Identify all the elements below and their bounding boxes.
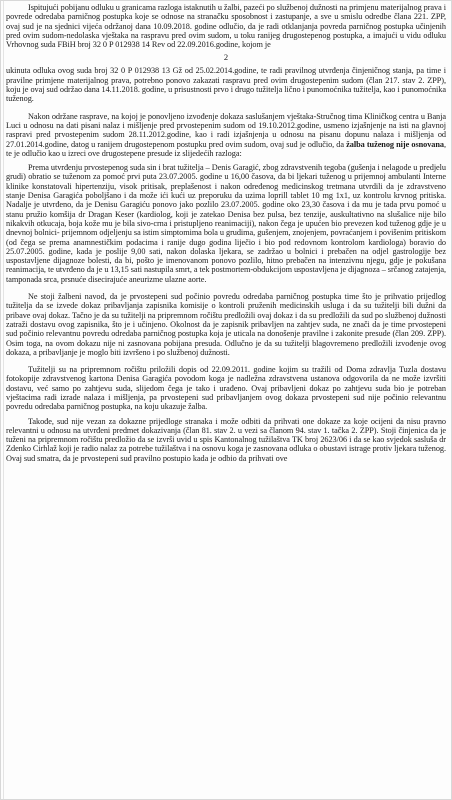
paragraph-2: ukinuta odluka ovog suda broj 32 0 P 012938 13 Gž od 25.02.2014.godine, te radi pravilnog utvrđenja činjeničnog stanja, pa time i pravilne primjene materijalnog prava, potrebno ponovo zakazati raspravu pred ovim drugostepenim sudom (član 217. stav 2. ZPP), koju je ovaj sud održao dana 14.11.2018. godine, u prisustnosti prvo i drugo tužitelja lično i punomoćnika tužitelja, kao i punomoćnika tuženog. [6,66,446,104]
paragraph-5: Ne stoji žalbeni navod, da je prvostepeni sud počinio povredu odredaba parničnog postupka time što je prihvatio prijedlog tužitelja da se izvede dokaz pribavljanja zapisnika komisije o kontroli pruženih medicinskih usluga i da su tužitelji bili dužni da pribave ovaj dokaz. Tačno je da su tužitelji na pripremnom ročištu predložili ovaj dokaz i da su predložili da sud po službenoj dužnosti zatraži dostavu ovog zapisnika, što je i učinjeno. Okolnost da je zapisnik pribavljen na zahtjev suda, ne znači da je time prvostepeni sud počinio relevantnu povredu odredaba parničnog postupka koja je uticala na donošenje pravilne i zakonite presude (član 209. ZPP). Osim toga, na ovom dokazu nije ni zasnovana pobijana presuda. Odlučno je da su tužitelji blagovremeno predložili izvođenje ovog dokaza, a pribavljanje je moglo biti izvršeno i po službenoj dužnosti. [6,292,446,357]
paragraph-6: Tužitelji su na pripremnom ročištu priložili dopis od 22.09.2011. godine kojim su tražili od Doma zdravlja Tuzla dostavu fotokopije zdravstvenog kartona Denisa Garagića povodom koga je nadležna zdravstvena ustanova odgovorila da ne može izvršiti dostavu, već samo po zahtjevu suda, slijedom čega je tako i urađeno. Ovaj pribavljeni dokaz po zahtjevu suda bio je potreban vještacima radi izrade nalaza i mišljenja, pa prvostepeni sud pribavljanjem ovog dokaza prvostepeni sud nije počinio relevantnu povredu odredaba parničnog postupka, na koju ukazuje žalba. [6,365,446,412]
paragraph-3-text: Nakon održane rasprave, na kojoj je ponovljeno izvođenje dokaza saslušanjem vještaka-Stručnog tima Kliničkog centra u Banja Luci u odnosu na dati pisani nalaz i mišljenje pred prvostepenim sudom od 19.10.2012.godine, usmeno izjašnjenje na isti na glavnoj raspravi pred prvostepenim sudom 28.11.2012.godine, kao i radi izjašnjenja u odnosu na pisanu dopunu nalaza i mišljenja od 27.01.2014.godine, datog u ranijem drugostepenom postupku pred ovim sudom, ovaj sud je odlučio, da [6,111,446,149]
paragraph-3-emphasis: žalba tuženog nije osnovana [346,139,444,149]
page-number: 2 [223,52,229,63]
paragraph-3 [6,112,446,158]
paragraph-3-tail: , te je odlučio kao u izreci ove drugostepene presude iz slijedećih razloga: [6,139,446,158]
paragraph-1: Ispitujući pobijanu odluku u granicama razloga istaknutih u žalbi, pazeći po službenoj dužnosti na primjenu materijalnog prava i povrede odredaba parničnog postupka koje se odnose na stranačku sposobnost i zastupanje, a sve u smislu odredbe člana 221. ZPP, ovaj sud je na sjednici vijeća održanoj dana 10.09.2018. godine odlučio, da je radi otklanjanja povreda parničnog postupka učinjenih pred ovim sudom-nedolaska vještaka na raspravu pred ovim sudom, u toku ranijeg drugostepenog postupka, a imajući u vidu odluku Vrhovnog suda FBiH broj 32 0 P 012938 14 Rev od 22.09.2016.godine, kojom je [6,3,446,50]
paragraph-7: Takođe, sud nije vezan za dokazne prijedloge stranaka i može odbiti da prihvati one dokaze za koje ocijeni da nisu pravno relevantni u odnosu na utvrđeni predmet dokazivanja (član 81. stav 2. u vezi sa članom 94. stav 1. tačka 2. ZPP). Stoji činjenica da je tuženi na pripremnom ročištu predložio da se izvrši uvid u spis Kantonalnog tužilaštva TK broj 2623/06 i da se kao svjedok saslušа dr Zdenko Cirhlaž koji je radio nalaz za potrebe tužilaštva i na osnovu koga je zasnovana odluka o obustavi istrage protiv ljekara tuženog. Ovaj sud smatra, da je prvostepeni sud pravilno postupio kada je odbio da prihvati ove [6,416,446,463]
paragraph-4: Prema utvrđenju prvostepenog suda sin i brat tužitelja – Denis Garagić, zbog zdravstvenih tegoba (gušenja i nelagode u predjelu grudi) obratio se tuženom za pomoć prvi puta 23.07.2005. godine u 16,00 časova, da bi ljekari tuženog u prijemnoj ambulanti Interne klinike konstatovali hipertenziju, visok pritisak, preplašenost i nakon određenog medicinskog tretmana utvrdili da je zdravstveno stanje Denisa Garagića poboljšano i da može ići kući uz preporuku da uzima loprill tablet 10 mg 1x1, uz kontrolu krvnog pritiska. Nadalje je utvrđeno, da je Denisu Garagiću ponovo jako pozlilo 23.07.2005. godine oko 23,30 časova i da mu je tada prvu pomoć u stanu pružio komšija dr Dragan Keser (kardiolog, koji je zatekao Denisa bez pulsa, bez tenzije, auskultativno na slušalice nije bilo nikakvih otkucaja, boja kože mu je bila sivo-crna i pristupljeno reanimaciji), nakon čega je upućen bio prevezen kod tuženog gdje je u dnevnoj bolnici- prijemnom odjeljenju sa istim simptomima bola u grudima, gušenjem, znojenjem, povraćanjem i povišenim pritiskom (od čega se prema anamnestičkim podacima i ranije dugo godina liječio i bio pod redovnom kontrolom kardiologa) boravio do 25.07.2005. godine, kada je poslije 9,00 sati, nakon dolaska ljekara, se zadržao u bolnici i prebačen na odjel gastrologije bez uspostavljene dijagnoze bolesti, da bi, pošto je imenovanom ponovo pozlilo, hitno prebačen na intenzivnu njegu, gdje je pokušana reanimacija, te utvrđeno da je u 13,15 sati nastupila smrt, a tek postmortem-obdukcijom uspostavljena je dijagnoza – srčanog zatajenja, tamponada srca, prsnuće disecirajuće aneurizme ulazne aorte. [6,163,446,284]
